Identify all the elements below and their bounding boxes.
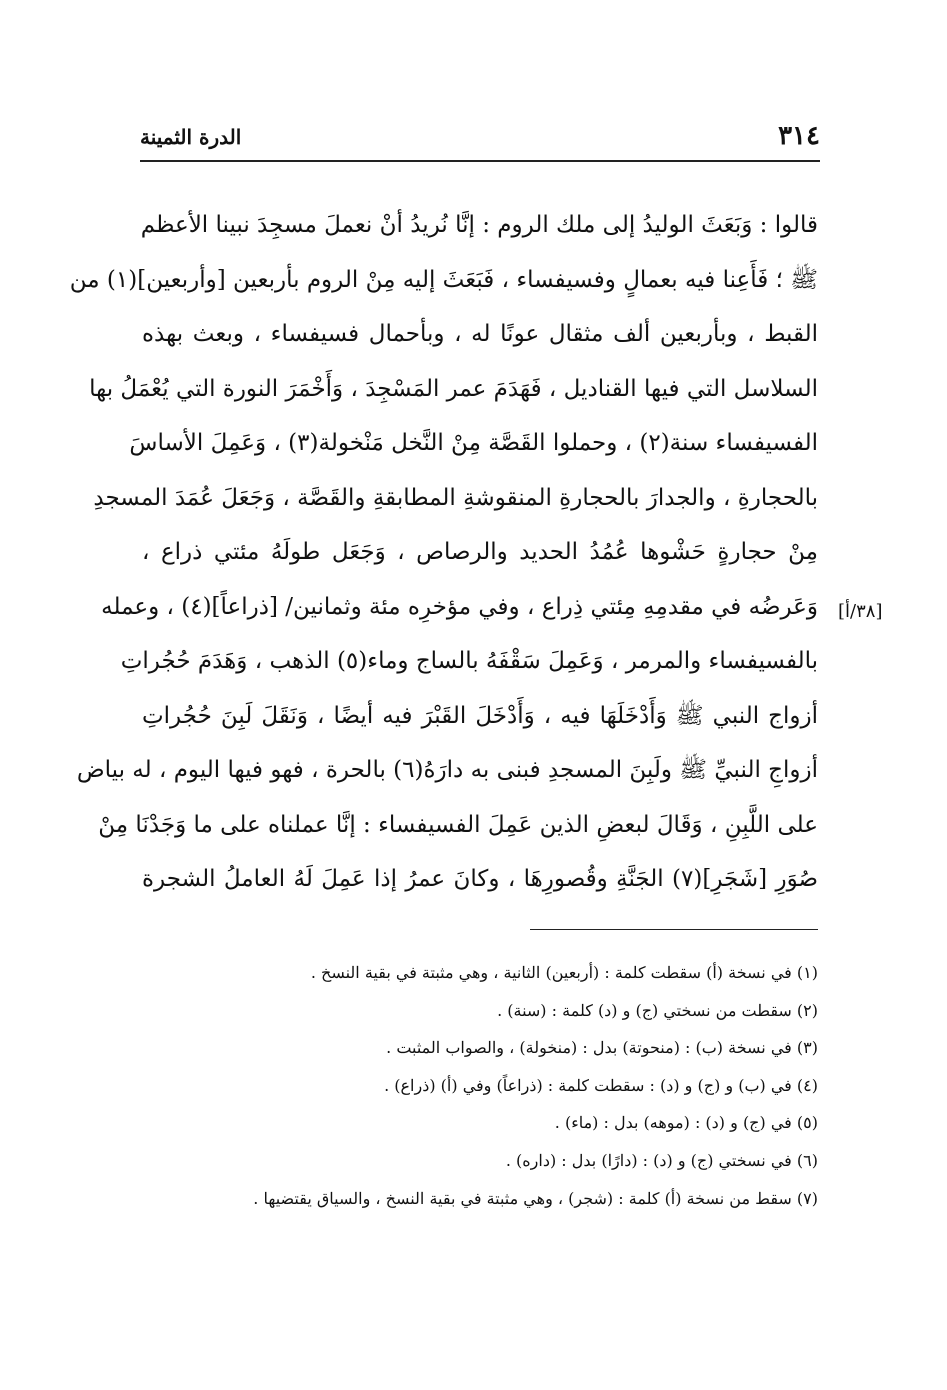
footnote: (٣) في نسخة (ب) : (منحوتة) بدل : (منخولة) ، والصواب المثبت . (386, 1038, 818, 1058)
footnote-separator (530, 929, 818, 930)
text-line: السلاسل التي فيها القناديل ، فَهَدَمَ عمر المَسْجِدَ ، وَأَخْمَرَ النورة التي يُعْمَلُ بها (89, 375, 818, 402)
footnote: (١) في نسخة (أ) سقطت كلمة : (أربعين) الثانية ، وهي مثبتة في بقية النسخ . (310, 963, 818, 982)
text-line: القبط ، وبأربعين ألف مثقال عونًا له ، وبأحمال فسيفساء ، وبعث بهذه (142, 321, 818, 347)
text-line: بالحجارةِ ، والجدارَ بالحجارةِ المنقوشةِ المطابقةِ والقَصَّة ، وَجَعَلَ عُمَدَ المسجدِ (93, 484, 818, 511)
text-line: صُوَرِ [شَجَرِ](٧) الجَنَّةِ وقُصورِهَا ، وكانَ عمرُ إذا عَمِلَ لَهُ العاملُ الشجرة (142, 866, 818, 892)
text-line: بالفسيفساء والمرمر ، وَعَمِلَ سَقْفَهُ بالساج وماء(٥) الذهب ، وَهَدَمَ حُجُراتِ (120, 648, 818, 674)
running-title: الدرة الثمينة (140, 125, 242, 149)
main-text (69, 198, 818, 907)
text-line: وَعَرضُه في مقدمِهِ مِئتي ذِراع ، وفي مؤخرِه مئة وثمانين/ [ذراعاً](٤) ، وعمله (101, 593, 818, 620)
footnote: (٢) سقطت من نسختي (ج) و (د) كلمة : (سنة) . (497, 1000, 818, 1020)
page-header (140, 118, 820, 158)
header-rule (140, 160, 820, 162)
text-line: ﷺ ؛ فَأَعِنا فيه بعمالٍ وفسيفساء ، فَبَعَثَ إليه مِنْ الروم بأربعين [وأربعين](١) من (69, 266, 818, 293)
text-line: الفسيفساء سنة(٢) ، وحملوا القَصَّة مِنْ النَّخل مَنْخولة(٣) ، وَعَمِلَ الأساسَ (129, 430, 818, 456)
footnotes (200, 954, 818, 1217)
footnote: (٦) في نسختي (ج) و (د) : (دارًا) بدل : (داره) . (505, 1150, 818, 1170)
text-line: مِنْ حجارةٍ حَشْوها عُمُدُ الحديد والرصاص ، وَجَعَل طولَهُ مئتي ذراع ، (142, 539, 818, 565)
page-number: ٣١٤ (778, 121, 820, 151)
manuscript-folio-marker: [٣٨/أ] (838, 601, 883, 622)
text-line: على اللَّبِنِ ، وَقَالَ لبعضِ الذين عَمِلَ الفسيفساء : إنَّا عملناه على ما وَجَدْنَا مِنْ (98, 811, 818, 838)
text-line: قالوا : وَبَعَثَ الوليدُ إلى ملك الروم : إنَّا نُريدُ أنْ نعملَ مسجِدَ نبينا الأعظم (140, 212, 818, 238)
text-line: أزواج النبي ﷺ وَأَدْخَلَهَا فيه ، وَأَدْخَلَ القَبْرَ فيه أيضًا ، وَنَقَلَ لَبِنَ حُجُراتِ (142, 702, 818, 729)
footnote: (٧) سقط من نسخة (أ) كلمة : (شجر) ، وهي مثبتة في بقية النسخ ، والسياق يقتضيها . (253, 1188, 818, 1208)
footnote: (٤) في (ب) و (ج) و (د) : سقطت كلمة : (ذراعاً) وفي (أ) (ذراع) . (384, 1075, 818, 1095)
footnote: (٥) في (ج) و (د) : (موهه) بدل : (ماء) . (554, 1113, 818, 1133)
text-line: أزواجِ النبيِّ ﷺ ولَبِنَ المسجدِ فبنى به دارَهُ(٦) بالحرة ، فهو فيها اليوم ، له بياض (76, 757, 818, 783)
